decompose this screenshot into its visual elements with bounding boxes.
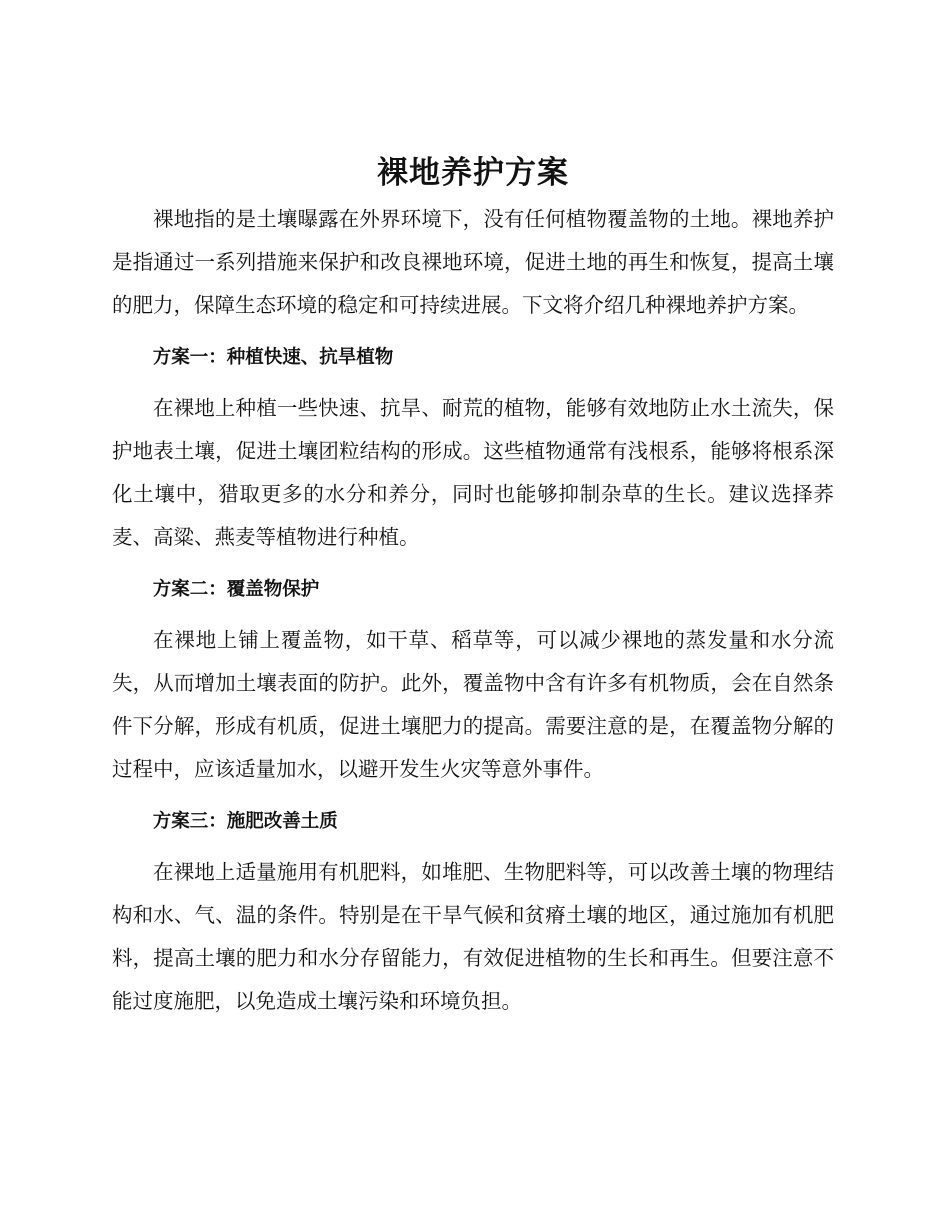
document-title: 裸地养护方案	[377, 155, 569, 191]
section-heading-3: 方案三：施肥改善土质	[152, 811, 338, 832]
intro-paragraph: 裸地指的是土壤曝露在外界环境下，没有任何植物覆盖物的土地。裸地养护是指通过一系列措施来保护和改良裸地环境，促进土地的再生和恢复，提高土壤的肥力，保障生态环境的稳定和可持续进展。下文将介绍几种裸地养护方案。	[112, 207, 834, 317]
section-heading-2: 方案二：覆盖物保护	[152, 579, 320, 600]
section-heading-1: 方案一：种植快速、抗旱植物	[152, 347, 394, 368]
section-paragraph-2: 在裸地上铺上覆盖物，如干草、稻草等，可以减少裸地的蒸发量和水分流失，从而增加土壤表面的防护。此外，覆盖物中含有许多有机物质，会在自然条件下分解，形成有机质，促进土壤肥力的提高。需要注意的是，在覆盖物分解的过程中，应该适量加水，以避开发生火灾等意外事件。	[112, 628, 834, 781]
section-paragraph-1: 在裸地上种植一些快速、抗旱、耐荒的植物，能够有效地防止水土流失，保护地表土壤，促进土壤团粒结构的形成。这些植物通常有浅根系，能够将根系深化土壤中，猎取更多的水分和养分，同时也能够抑制杂草的生长。建议选择荞麦、高粱、燕麦等植物进行种植。	[112, 396, 834, 549]
section-paragraph-3: 在裸地上适量施用有机肥料，如堆肥、生物肥料等，可以改善土壤的物理结构和水、气、温的条件。特别是在干旱气候和贫瘠土壤的地区，通过施加有机肥料，提高土壤的肥力和水分存留能力，有效促进植物的生长和再生。但要注意不能过度施肥，以免造成土壤污染和环境负担。	[112, 860, 834, 1013]
document-body	[112, 150, 834, 1023]
